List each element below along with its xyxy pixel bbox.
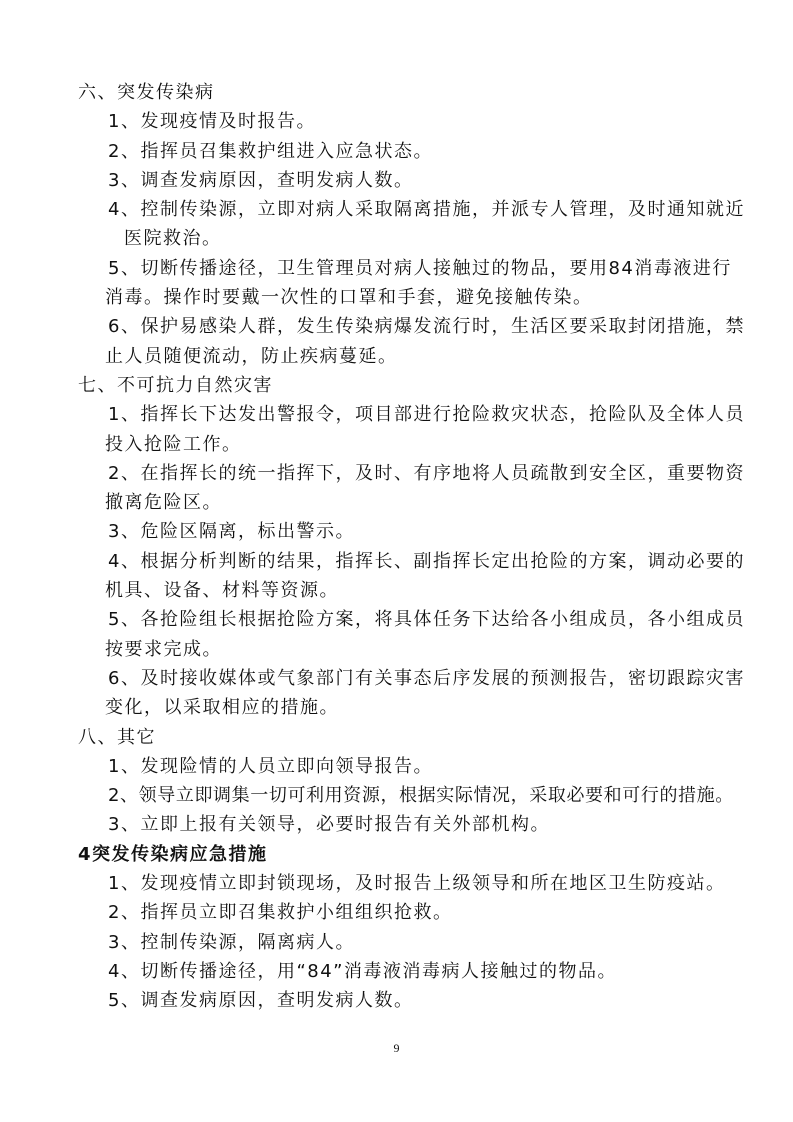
list-item: 2、领导立即调集一切可利用资源，根据实际情况，采取必要和可行的措施。 [108,785,734,807]
list-item: 2、指挥员立即召集救护小组组织抢救。 [108,902,453,924]
list-item: 1、发现疫情立即封锁现场，及时报告上级领导和所在地区卫生防疫站。 [108,873,726,895]
list-item-continuation: 消毒。操作时要戴一次性的口罩和手套，避免接触传染。 [105,287,593,309]
list-item: 3、危险区隔离，标出警示。 [108,521,355,543]
list-item: 1、指挥长下达发出警报令，项目部进行抢险救灾状态，抢险队及全体人员 [108,404,745,426]
list-item: 6、保护易感染人群，发生传染病爆发流行时，生活区要采取封闭措施，禁 [108,316,745,338]
section-heading: 六、突发传染病 [78,82,215,103]
list-item: 1、发现疫情及时报告。 [108,111,316,133]
list-item: 4、控制传染源，立即对病人采取隔离措施，并派专人管理，及时通知就近 [108,199,745,221]
list-item: 5、调查发病原因，查明发病人数。 [108,990,414,1012]
document-body [0,78,793,1016]
list-item-continuation: 止人员随便流动，防止疾病蔓延。 [105,345,398,367]
list-item: 3、控制传染源，隔离病人。 [108,931,355,953]
list-item-continuation: 撤离危险区。 [105,492,222,514]
section-heading: 七、不可抗力自然灾害 [78,374,273,396]
list-item: 6、及时接收媒体或气象部门有关事态后序发展的预测报告，密切跟踪灾害 [108,667,745,689]
list-item-continuation: 机具、设备、材料等资源。 [105,580,339,602]
list-item-continuation: 变化，以采取相应的措施。 [105,697,339,719]
list-item: 2、指挥员召集救护组进入应急状态。 [108,140,433,162]
page-number: 9 [393,1041,400,1055]
list-item: 1、发现险情的人员立即向领导报告。 [108,755,433,777]
list-item-continuation: 投入抢险工作。 [105,433,242,455]
list-item: 3、调查发病原因，查明发病人数。 [108,169,414,191]
section-heading-bold: 4突发传染病应急措施 [78,843,268,865]
list-item: 5、切断传播途径，卫生管理员对病人接触过的物品，要用84消毒液进行 [108,257,732,279]
section-heading: 八、其它 [78,726,156,748]
list-item: 4、根据分析判断的结果，指挥长、副指挥长定出抢险的方案，调动必要的 [108,550,745,572]
list-item-continuation: 按要求完成。 [105,638,222,660]
list-item: 5、各抢险组长根据抢险方案，将具体任务下达给各小组成员，各小组成员 [108,609,745,631]
list-item: 2、在指挥长的统一指挥下，及时、有序地将人员疏散到安全区，重要物资 [108,462,745,484]
list-item: 4、切断传播途径，用“84”消毒液消毒病人接触过的物品。 [108,960,618,982]
list-item: 3、立即上报有关领导，必要时报告有关外部机构。 [108,814,550,836]
list-item-continuation: 医院救治。 [124,228,222,250]
